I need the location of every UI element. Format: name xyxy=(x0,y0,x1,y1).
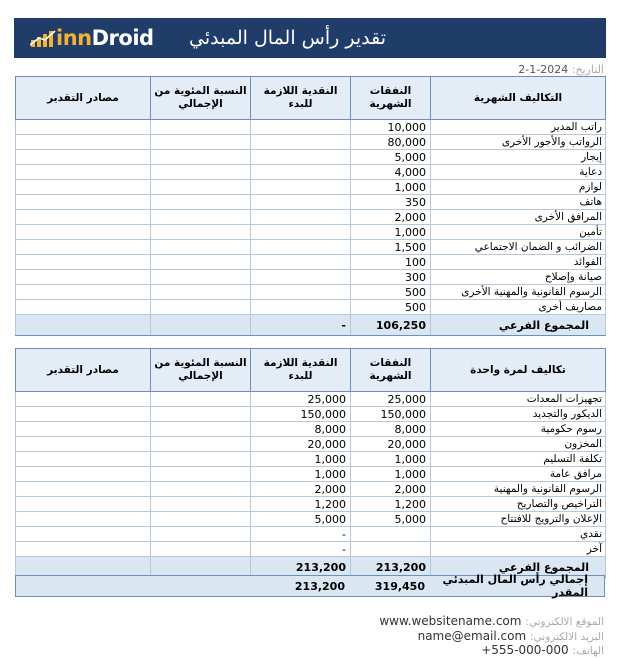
cell-source[interactable] xyxy=(16,210,151,225)
table-row xyxy=(16,240,606,255)
col-header-startup: النقدية اللازمة للبدء xyxy=(251,77,351,120)
cell-source[interactable] xyxy=(16,135,151,150)
cell-item-name[interactable]: تأمين xyxy=(431,225,606,240)
col-header-item: تكاليف لمرة واحدة xyxy=(431,349,606,392)
cell-percent[interactable] xyxy=(151,512,251,527)
cell-startup[interactable] xyxy=(251,240,351,255)
cell-startup[interactable]: 1,000 xyxy=(251,452,351,467)
cell-item-name[interactable]: الإعلان والترويج للافتتاح xyxy=(431,512,606,527)
cell-percent[interactable] xyxy=(151,285,251,300)
cell-percent[interactable] xyxy=(151,422,251,437)
cell-item-name[interactable]: هاتف xyxy=(431,195,606,210)
email-link[interactable]: name@email.com xyxy=(417,629,527,643)
cell-startup[interactable] xyxy=(251,180,351,195)
cell-item-name[interactable]: مصاريف أخرى xyxy=(431,300,606,315)
cell-item-name[interactable]: المرافق الأخرى xyxy=(431,210,606,225)
cell-monthly[interactable]: 1,200 xyxy=(351,497,431,512)
col-header-startup: النقدية اللازمة للبدء xyxy=(251,349,351,392)
cell-monthly[interactable]: 5,000 xyxy=(351,512,431,527)
cell-monthly[interactable]: 4,000 xyxy=(351,165,431,180)
cell-percent[interactable] xyxy=(151,240,251,255)
table-row xyxy=(16,225,606,240)
cell-startup[interactable]: 20,000 xyxy=(251,437,351,452)
cell-startup[interactable] xyxy=(251,300,351,315)
cell-monthly[interactable]: 25,000 xyxy=(351,392,431,407)
cell-source[interactable] xyxy=(16,255,151,270)
cell-startup[interactable]: 5,000 xyxy=(251,512,351,527)
cell-monthly[interactable]: 1,000 xyxy=(351,225,431,240)
table-header-row xyxy=(16,349,606,392)
table-row xyxy=(16,512,606,527)
subtotal-startup: - xyxy=(251,315,351,336)
cell-source[interactable] xyxy=(16,512,151,527)
cell-startup[interactable] xyxy=(251,225,351,240)
cell-source[interactable] xyxy=(16,270,151,285)
cell-source[interactable] xyxy=(16,300,151,315)
cell-item-name[interactable]: الفوائد xyxy=(431,255,606,270)
cell-source[interactable] xyxy=(16,225,151,240)
cell-percent[interactable] xyxy=(151,210,251,225)
cell-source[interactable] xyxy=(16,120,151,135)
table-row xyxy=(16,422,606,437)
website-link[interactable]: www.websitename.com xyxy=(379,614,522,628)
table-row xyxy=(16,392,606,407)
table-row xyxy=(16,300,606,315)
cell-source[interactable] xyxy=(16,407,151,422)
table-row xyxy=(16,542,606,557)
cell-monthly[interactable]: 1,000 xyxy=(351,452,431,467)
one-time-costs-table xyxy=(15,348,606,578)
cell-item-name[interactable]: مرافق عامة xyxy=(431,467,606,482)
cell-source[interactable] xyxy=(16,195,151,210)
cell-percent[interactable] xyxy=(151,225,251,240)
subtotal-startup: 213,200 xyxy=(251,557,351,578)
col-header-percent: النسبة المئوية من الإجمالي xyxy=(151,349,251,392)
table-row xyxy=(16,165,606,180)
title-banner xyxy=(14,18,606,58)
cell-startup[interactable]: 1,000 xyxy=(251,467,351,482)
cell-startup[interactable] xyxy=(251,210,351,225)
cell-item-name[interactable]: تكلفة التسليم xyxy=(431,452,606,467)
cell-monthly[interactable]: 100 xyxy=(351,255,431,270)
cell-monthly[interactable]: 80,000 xyxy=(351,135,431,150)
cell-item-name[interactable]: الديكور والتجديد xyxy=(431,407,606,422)
cell-percent[interactable] xyxy=(151,452,251,467)
cell-source[interactable] xyxy=(16,497,151,512)
cell-percent[interactable] xyxy=(151,180,251,195)
cell-startup[interactable]: 8,000 xyxy=(251,422,351,437)
grand-total-row xyxy=(15,575,605,597)
cell-percent[interactable] xyxy=(151,255,251,270)
cell-startup[interactable] xyxy=(251,120,351,135)
table-row xyxy=(16,497,606,512)
cell-percent[interactable] xyxy=(151,120,251,135)
cell-item-name[interactable]: الرواتب والأجور الأخرى xyxy=(431,135,606,150)
cell-percent[interactable] xyxy=(151,437,251,452)
cell-monthly[interactable] xyxy=(351,527,431,542)
cell-startup[interactable] xyxy=(251,285,351,300)
grand-total-label: إجمالي رأس المال المبدئي المقدر xyxy=(442,573,588,599)
cell-monthly[interactable]: 500 xyxy=(351,300,431,315)
col-header-monthly: النفقات الشهرية xyxy=(351,349,431,392)
cell-source[interactable] xyxy=(16,285,151,300)
email-label: البريد الالكتروني: xyxy=(530,631,604,643)
cell-percent[interactable] xyxy=(151,392,251,407)
cell-source[interactable] xyxy=(16,542,151,557)
cell-source[interactable] xyxy=(16,482,151,497)
cell-percent[interactable] xyxy=(151,407,251,422)
grand-total-monthly: 319,450 xyxy=(374,579,425,593)
cell-source[interactable] xyxy=(16,392,151,407)
col-header-monthly: النفقات الشهرية xyxy=(351,77,431,120)
cell-item-name[interactable]: التراخيص والتصاريح xyxy=(431,497,606,512)
bar-chart-logo-icon xyxy=(30,28,56,48)
cell-startup[interactable]: 25,000 xyxy=(251,392,351,407)
cell-startup[interactable]: 1,200 xyxy=(251,497,351,512)
cell-item-name[interactable]: الرسوم القانونية والمهنية الأخرى xyxy=(431,285,606,300)
date-value: 2024-1-2 xyxy=(518,63,569,76)
table-row xyxy=(16,285,606,300)
cell-monthly[interactable] xyxy=(351,542,431,557)
cell-percent[interactable] xyxy=(151,527,251,542)
cell-source[interactable] xyxy=(16,165,151,180)
cell-startup[interactable] xyxy=(251,165,351,180)
cell-percent[interactable] xyxy=(151,270,251,285)
cell-startup[interactable]: 150,000 xyxy=(251,407,351,422)
website-label: الموقع الالكتروني: xyxy=(525,616,604,628)
table-row xyxy=(16,270,606,285)
cell-item-name[interactable]: المخزون xyxy=(431,437,606,452)
cell-monthly[interactable]: 1,000 xyxy=(351,180,431,195)
cell-monthly[interactable]: 350 xyxy=(351,195,431,210)
cell-source[interactable] xyxy=(16,437,151,452)
cell-percent[interactable] xyxy=(151,195,251,210)
cell-item-name[interactable]: راتب المدير xyxy=(431,120,606,135)
cell-item-name[interactable]: صيانة وإصلاح xyxy=(431,270,606,285)
cell-monthly[interactable]: 1,500 xyxy=(351,240,431,255)
cell-startup[interactable]: - xyxy=(251,527,351,542)
cell-source[interactable] xyxy=(16,180,151,195)
footer-email xyxy=(418,629,604,643)
logo-wordmark: innDroid xyxy=(56,26,154,50)
cell-monthly[interactable]: 5,000 xyxy=(351,150,431,165)
cell-startup[interactable] xyxy=(251,195,351,210)
subtotal-row xyxy=(16,315,606,336)
cell-startup[interactable]: 2,000 xyxy=(251,482,351,497)
cell-source[interactable] xyxy=(16,452,151,467)
cell-monthly[interactable]: 150,000 xyxy=(351,407,431,422)
cell-item-name[interactable]: الرسوم القانونية والمهنية xyxy=(431,482,606,497)
col-header-percent: النسبة المئوية من الإجمالي xyxy=(151,77,251,120)
cell-item-name[interactable]: رسوم حكومية xyxy=(431,422,606,437)
grand-total-startup: 213,200 xyxy=(294,579,345,593)
cell-percent[interactable] xyxy=(151,300,251,315)
cell-startup[interactable]: - xyxy=(251,542,351,557)
subtotal-label: المجموع الفرعي xyxy=(431,557,606,578)
cell-percent[interactable] xyxy=(151,542,251,557)
subtotal-monthly: 213,200 xyxy=(351,557,431,578)
subtotal-source xyxy=(16,315,151,336)
phone-value: +555-000-000 xyxy=(481,643,569,657)
table-row xyxy=(16,210,606,225)
cell-source[interactable] xyxy=(16,422,151,437)
footer-phone xyxy=(481,643,604,657)
cell-percent[interactable] xyxy=(151,467,251,482)
table-row xyxy=(16,255,606,270)
cell-item-name[interactable]: تجهيزات المعدات xyxy=(431,392,606,407)
cell-startup[interactable] xyxy=(251,135,351,150)
cell-monthly[interactable]: 8,000 xyxy=(351,422,431,437)
cell-item-name[interactable]: آخر xyxy=(431,542,606,557)
cell-monthly[interactable]: 10,000 xyxy=(351,120,431,135)
cell-percent[interactable] xyxy=(151,135,251,150)
table-row xyxy=(16,437,606,452)
date-label: التاريخ: xyxy=(571,63,604,76)
cell-percent[interactable] xyxy=(151,165,251,180)
cell-monthly[interactable]: 2,000 xyxy=(351,210,431,225)
footer-website xyxy=(379,614,604,628)
cell-percent[interactable] xyxy=(151,482,251,497)
cell-item-name[interactable]: إيجار xyxy=(431,150,606,165)
cell-monthly[interactable]: 300 xyxy=(351,270,431,285)
cell-startup[interactable] xyxy=(251,270,351,285)
col-header-source: مصادر التقدير xyxy=(16,77,151,120)
date-line xyxy=(518,63,604,76)
cell-item-name[interactable]: لوازم xyxy=(431,180,606,195)
cell-item-name[interactable]: نقدي xyxy=(431,527,606,542)
cell-monthly[interactable]: 2,000 xyxy=(351,482,431,497)
subtotal-label: المجموع الفرعي xyxy=(431,315,606,336)
cell-source[interactable] xyxy=(16,240,151,255)
table-row xyxy=(16,407,606,422)
table-row xyxy=(16,135,606,150)
cell-item-name[interactable]: دعاية xyxy=(431,165,606,180)
cell-monthly[interactable]: 20,000 xyxy=(351,437,431,452)
cell-startup[interactable] xyxy=(251,255,351,270)
table-row xyxy=(16,482,606,497)
cell-item-name[interactable]: الضرائب و الضمان الاجتماعي xyxy=(431,240,606,255)
table-row xyxy=(16,527,606,542)
page-title: تقدير رأس المال المبدئي xyxy=(189,27,386,49)
table-row xyxy=(16,195,606,210)
logo xyxy=(30,26,154,50)
cell-monthly[interactable]: 1,000 xyxy=(351,467,431,482)
cell-percent[interactable] xyxy=(151,150,251,165)
cell-source[interactable] xyxy=(16,467,151,482)
cell-startup[interactable] xyxy=(251,150,351,165)
table-row xyxy=(16,180,606,195)
cell-percent[interactable] xyxy=(151,497,251,512)
subtotal-monthly: 106,250 xyxy=(351,315,431,336)
cell-source[interactable] xyxy=(16,527,151,542)
table-row xyxy=(16,452,606,467)
table-row xyxy=(16,467,606,482)
cell-monthly[interactable]: 500 xyxy=(351,285,431,300)
table-header-row xyxy=(16,77,606,120)
subtotal-percent xyxy=(151,315,251,336)
cell-source[interactable] xyxy=(16,150,151,165)
monthly-costs-table xyxy=(15,76,606,336)
table-row xyxy=(16,150,606,165)
table-row xyxy=(16,120,606,135)
col-header-item: التكاليف الشهرية xyxy=(431,77,606,120)
phone-label: الهاتف: xyxy=(572,645,604,657)
col-header-source: مصادر التقدير xyxy=(16,349,151,392)
